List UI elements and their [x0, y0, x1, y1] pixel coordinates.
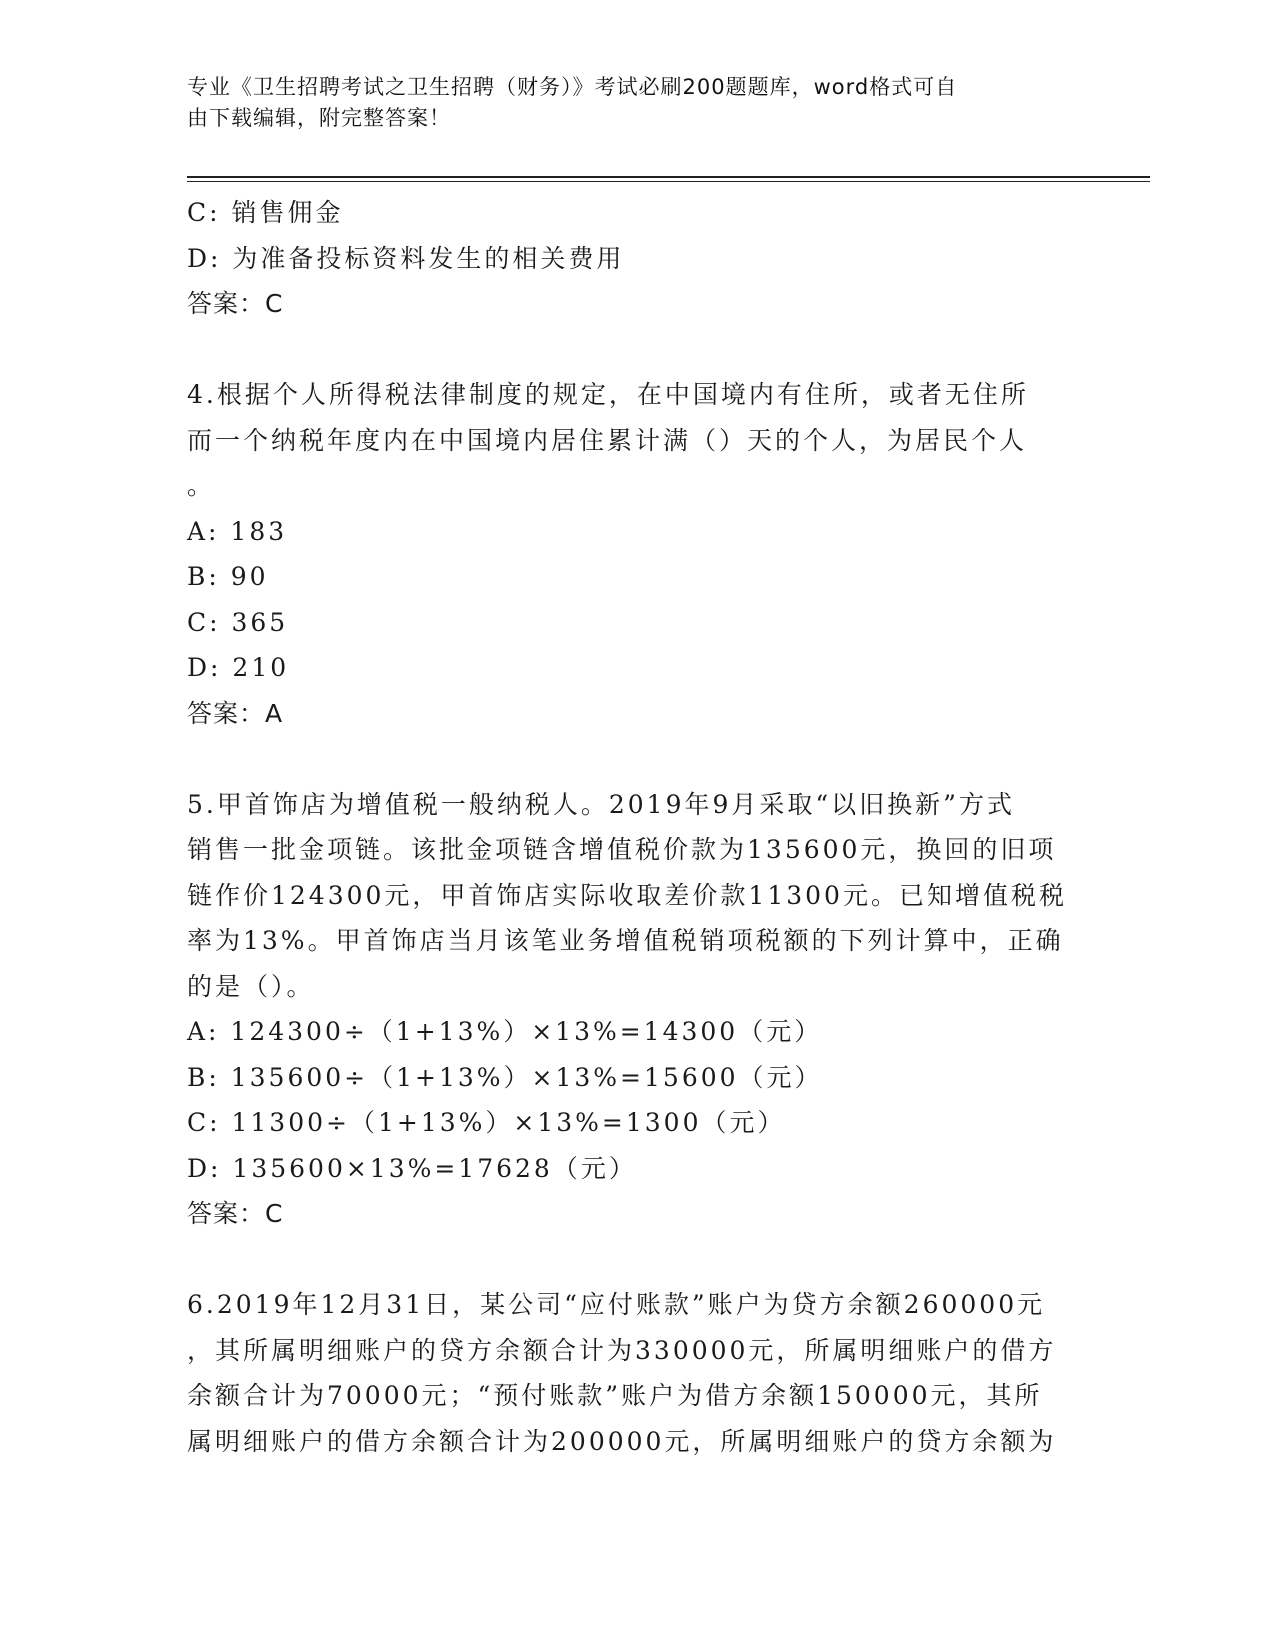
header-line-1: 专业《卫生招聘考试之卫生招聘（财务）》考试必刷200题题库，word格式可自 [187, 75, 958, 99]
q5-stem-line-5: 的是（）。 [187, 971, 315, 1001]
question-5 [187, 782, 1087, 1237]
q5-option-d: D: 135600×13%=17628（元） [187, 1153, 637, 1183]
q4-stem-line-3: 。 [187, 471, 216, 500]
q5-option-a: A: 124300÷（1+13%）×13%=14300（元） [187, 1017, 823, 1046]
header-divider-thin [187, 181, 1150, 182]
q6-stem-line-3: 余额合计为70000元；“预付账款”账户为借方余额150000元，其所 [187, 1381, 1043, 1410]
q5-stem-line-3: 链作价124300元，甲首饰店实际收取差价款11300元。已知增值税税 [187, 880, 1067, 910]
document-header [187, 72, 1067, 134]
q5-option-c: C: 11300÷（1+13%）×13%=1300（元） [187, 1108, 786, 1137]
header-divider-thick [187, 176, 1150, 178]
q6-stem-line-2: ，其所属明细账户的贷方余额合计为330000元，所属明细账户的借方 [187, 1335, 1057, 1365]
q3-option-c: C: 销售佣金 [187, 198, 344, 227]
q6-stem-line-4: 属明细账户的借方余额合计为200000元，所属明细账户的贷方余额为 [187, 1426, 1057, 1456]
q4-stem-line-2: 而一个纳税年度内在中国境内居住累计满（）天的个人，为居民个人 [187, 425, 1028, 455]
q4-stem-line-1: 4.根据个人所得税法律制度的规定，在中国境内有住所，或者无住所 [187, 380, 1029, 409]
question-3-tail [187, 190, 1087, 327]
document-body [187, 190, 1087, 1464]
q3-answer: 答案：C [187, 289, 284, 318]
q4-answer: 答案：A [187, 698, 284, 728]
q5-stem-line-1: 5.甲首饰店为增值税一般纳税人。2019年9月采取“以旧换新”方式 [187, 789, 1015, 819]
spacer [187, 327, 1087, 373]
q5-answer: 答案：C [187, 1199, 284, 1228]
q3-option-d: D: 为准备投标资料发生的相关费用 [187, 243, 625, 273]
q4-option-a: A: 183 [187, 516, 288, 546]
header-line-2: 由下载编辑，附完整答案！ [187, 106, 451, 130]
q5-stem-line-2: 销售一批金项链。该批金项链含增值税价款为135600元，换回的旧项 [187, 835, 1057, 864]
question-4 [187, 372, 1087, 736]
q4-option-b: B: 90 [187, 562, 269, 591]
question-6 [187, 1282, 1087, 1464]
q4-option-d: D: 210 [187, 653, 290, 682]
q6-stem-line-1: 6.2019年12月31日，某公司“应付账款”账户为贷方余额260000元 [187, 1290, 1046, 1319]
q5-option-b: B: 135600÷（1+13%）×13%=15600（元） [187, 1062, 823, 1092]
spacer [187, 1237, 1087, 1283]
spacer [187, 736, 1087, 782]
q5-stem-line-4: 率为13%。甲首饰店当月该笔业务增值税销项税额的下列计算中，正确 [187, 926, 1064, 955]
q4-option-c: C: 365 [187, 607, 289, 637]
